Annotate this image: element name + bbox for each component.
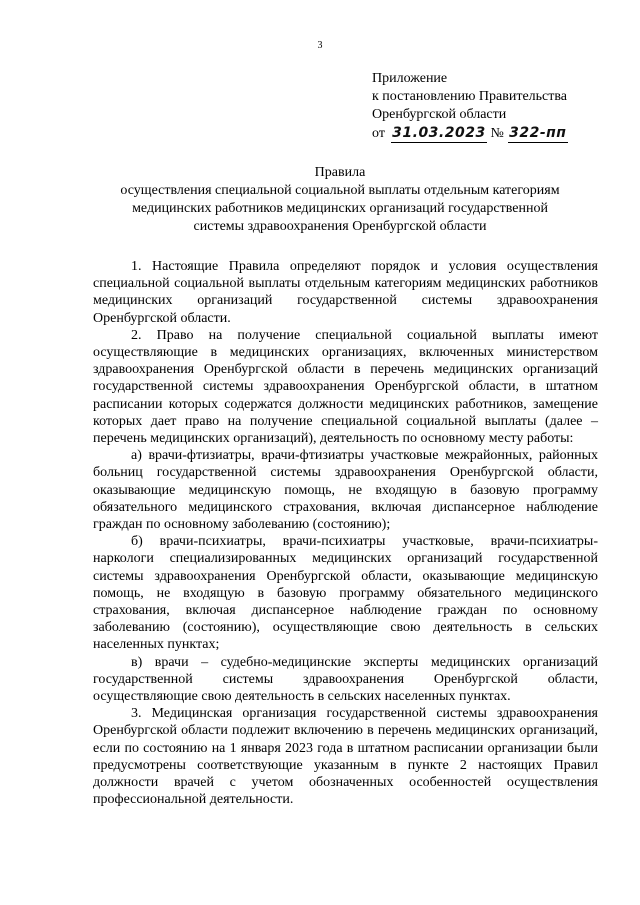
document-subtitle-line-3: системы здравоохранения Оренбургской области xyxy=(193,219,487,234)
paragraph-2b: б) врачи-психиатры, врачи-психиатры участковые, врачи-психиатры-наркологи специализированных медицинских организаций государственной системы здравоохранения Оренбургской области, оказывающие медицинскую помощь, не входящую в базовую программу обязательного медицинского страхования, включая диспансерное наблюдение граждан по основному заболеванию (состоянию), осуществляющие свою деятельность в сельских населенных пунктах; xyxy=(93,534,598,653)
number-sign: № xyxy=(490,126,504,141)
document-subtitle-line-2: медицинских работников медицинских организаций государственной xyxy=(132,201,548,216)
appendix-block xyxy=(372,70,568,143)
handwritten-date: 31.03.2023 xyxy=(392,125,486,141)
paragraph-3: 3. Медицинская организация государственной системы здравоохранения Оренбургской области подлежит включению в перечень медицинских организаций, если по состоянию на 1 января 2023 года в штатном расписании организации были предусмотрены соответствующие указанным в пункте 2 настоящих Правил должности врачей с учетом обозначенных особенностей осуществления профессиональной деятельности. xyxy=(93,706,598,808)
document-title-block xyxy=(60,164,620,236)
document-heading: Правила xyxy=(314,165,366,180)
appendix-date-number-line xyxy=(372,124,568,143)
document-subtitle-line-1: осуществления специальной социальной выплаты отдельным категориям xyxy=(120,183,560,198)
appendix-resolution-line: к постановлению Правительства xyxy=(372,89,568,104)
handwritten-number: 322-пп xyxy=(509,125,567,141)
paragraph-1: 1. Настоящие Правила определяют порядок и условия осуществления специальной социальной выплаты отдельным категориям медицинских работников медицинских организаций государственной системы здравоохранения Оренбургской области. xyxy=(93,259,598,326)
paragraph-2c: в) врачи – судебно-медицинские эксперты медицинских организаций государственной системы здравоохранения Оренбургской области, осуществляющие свою деятельность в сельских населенных пунктах. xyxy=(93,654,598,705)
from-label: от xyxy=(372,126,385,141)
paragraph-2a: а) врачи-фтизиатры, врачи-фтизиатры участковые межрайонных, районных больниц государственной системы здравоохранения Оренбургской области, оказывающие медицинскую помощь, не входящую в базовую программу обязательного медицинского страхования, включая диспансерное наблюдение граждан по основному заболеванию (состоянию); xyxy=(93,448,598,533)
appendix-title: Приложение xyxy=(372,71,448,86)
appendix-region-line: Оренбургской области xyxy=(372,107,507,122)
document-body xyxy=(93,258,598,809)
paragraph-2: 2. Право на получение специальной социальной выплаты имеют осуществляющие в медицинских организациях, включенных министерством здравоохранения Оренбургской области в перечень медицинских организаций государственной системы здравоохранения Оренбургской области, в штатном расписании которых содержатся должности медицинских работников, замещение которых дает право на получение специальной социальной выплаты (далее – перечень медицинских организаций), деятельность по основному месту работы: xyxy=(93,327,598,447)
page-number: 3 xyxy=(317,40,323,51)
